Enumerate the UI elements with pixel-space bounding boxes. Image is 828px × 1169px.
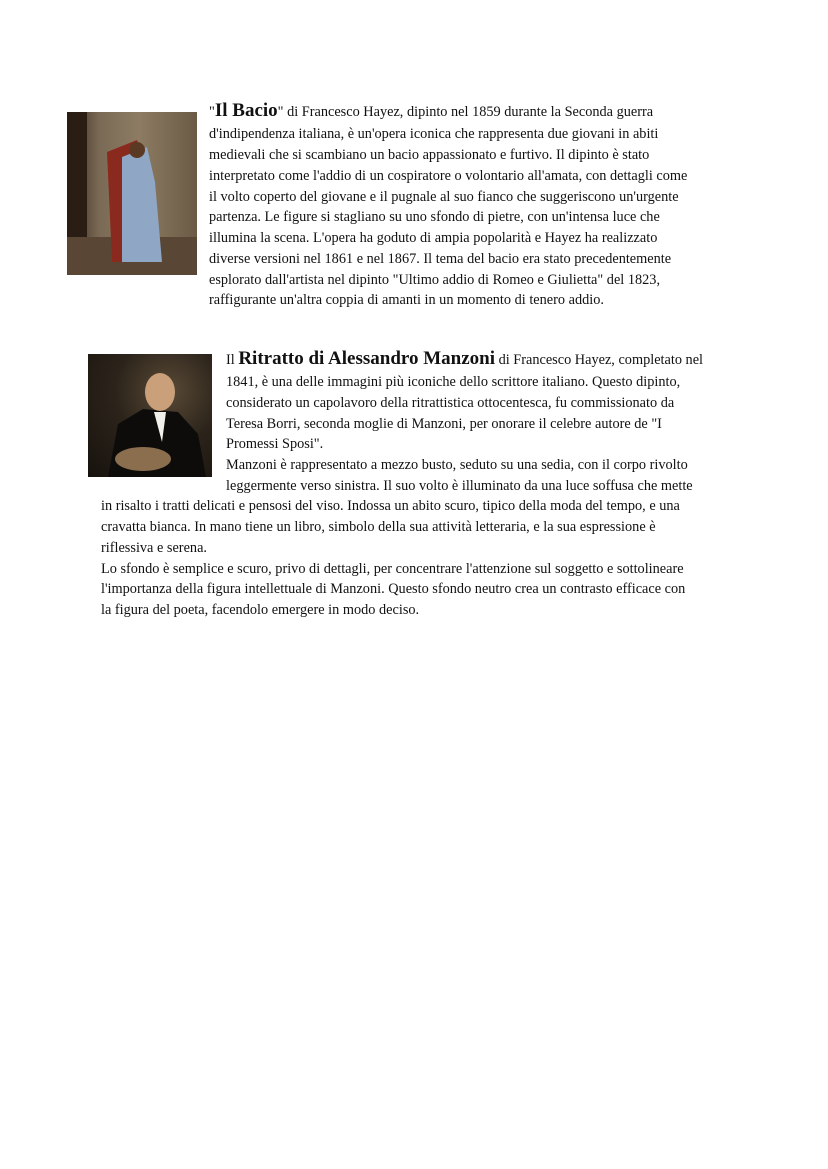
manzoni-portrait-image — [88, 354, 212, 477]
text-line: leggermente verso sinistra. Il suo volto è illuminato da una luce soffusa che mette — [226, 478, 693, 494]
text-line: considerato un capolavoro della ritrattistica ottocentesca, fu commissionato da — [226, 395, 675, 411]
text: Il — [226, 352, 239, 368]
paragraph-first-line — [209, 101, 653, 122]
text-line: 1841, è una delle immagini più iconiche dello scrittore italiano. Questo dipinto, — [226, 374, 681, 390]
text-line: illumina la scena. L'opera ha goduto di ampia popolarità e Hayez ha realizzato — [209, 230, 658, 246]
text-line: in risalto i tratti delicati e pensosi del viso. Indossa un abito scuro, tipico della moda del tempo, e una — [101, 498, 680, 514]
text-line: d'indipendenza italiana, è un'opera iconica che rappresenta due giovani in abiti — [209, 126, 659, 142]
text-line: diverse versioni nel 1861 e nel 1867. Il tema del bacio era stato precedentemente — [209, 251, 672, 267]
text-line: l'importanza della figura intellettuale di Manzoni. Questo sfondo neutro crea un contrasto efficace con — [101, 581, 686, 597]
title-ritratto-manzoni: Ritratto di Alessandro Manzoni — [238, 348, 495, 369]
text-line: Lo sfondo è semplice e scuro, privo di dettagli, per concentrare l'attenzione sul soggetto e sottolineare — [101, 561, 684, 577]
text: " di Francesco Hayez, dipinto nel 1859 durante la Seconda guerra — [277, 104, 654, 120]
text-line: interpretato come l'addio di un cospiratore o volontario all'amata, con dettagli come — [209, 168, 688, 184]
text-line: la figura del poeta, facendolo emergere in modo deciso. — [101, 602, 420, 618]
il-bacio-painting-image — [67, 112, 197, 275]
text-line: Teresa Borri, seconda moglie di Manzoni, per onorare il celebre autore de "I — [226, 416, 662, 432]
text-line: partenza. Le figure si stagliano su uno sfondo di pietre, con un'intensa luce che — [209, 209, 660, 225]
title-il-bacio: Il Bacio — [214, 100, 278, 121]
text-line: Manzoni è rappresentato a mezzo busto, seduto su una sedia, con il corpo rivolto — [226, 457, 688, 473]
text-line: cravatta bianca. In mano tiene un libro, simbolo della sua attività letteraria, e la sua espressione è — [101, 519, 656, 535]
text-line: esplorato dall'artista nel dipinto "Ultimo addio di Romeo e Giulietta" del 1823, — [209, 272, 661, 288]
text-line: riflessiva e serena. — [101, 540, 207, 556]
quote-mark: " — [209, 104, 215, 120]
text-line: Promessi Sposi". — [226, 436, 324, 452]
text: di Francesco Hayez, completato nel — [495, 352, 704, 368]
text-line: il volto coperto del giovane e il pugnale al suo fianco che suggeriscono un'urgente — [209, 189, 679, 205]
paragraph-first-line — [226, 349, 703, 370]
text-line: raffigurante un'altra coppia di amanti in un momento di tenero addio. — [209, 292, 604, 308]
text-line: medievali che si scambiano un bacio appassionato e furtivo. Il dipinto è stato — [209, 147, 650, 163]
